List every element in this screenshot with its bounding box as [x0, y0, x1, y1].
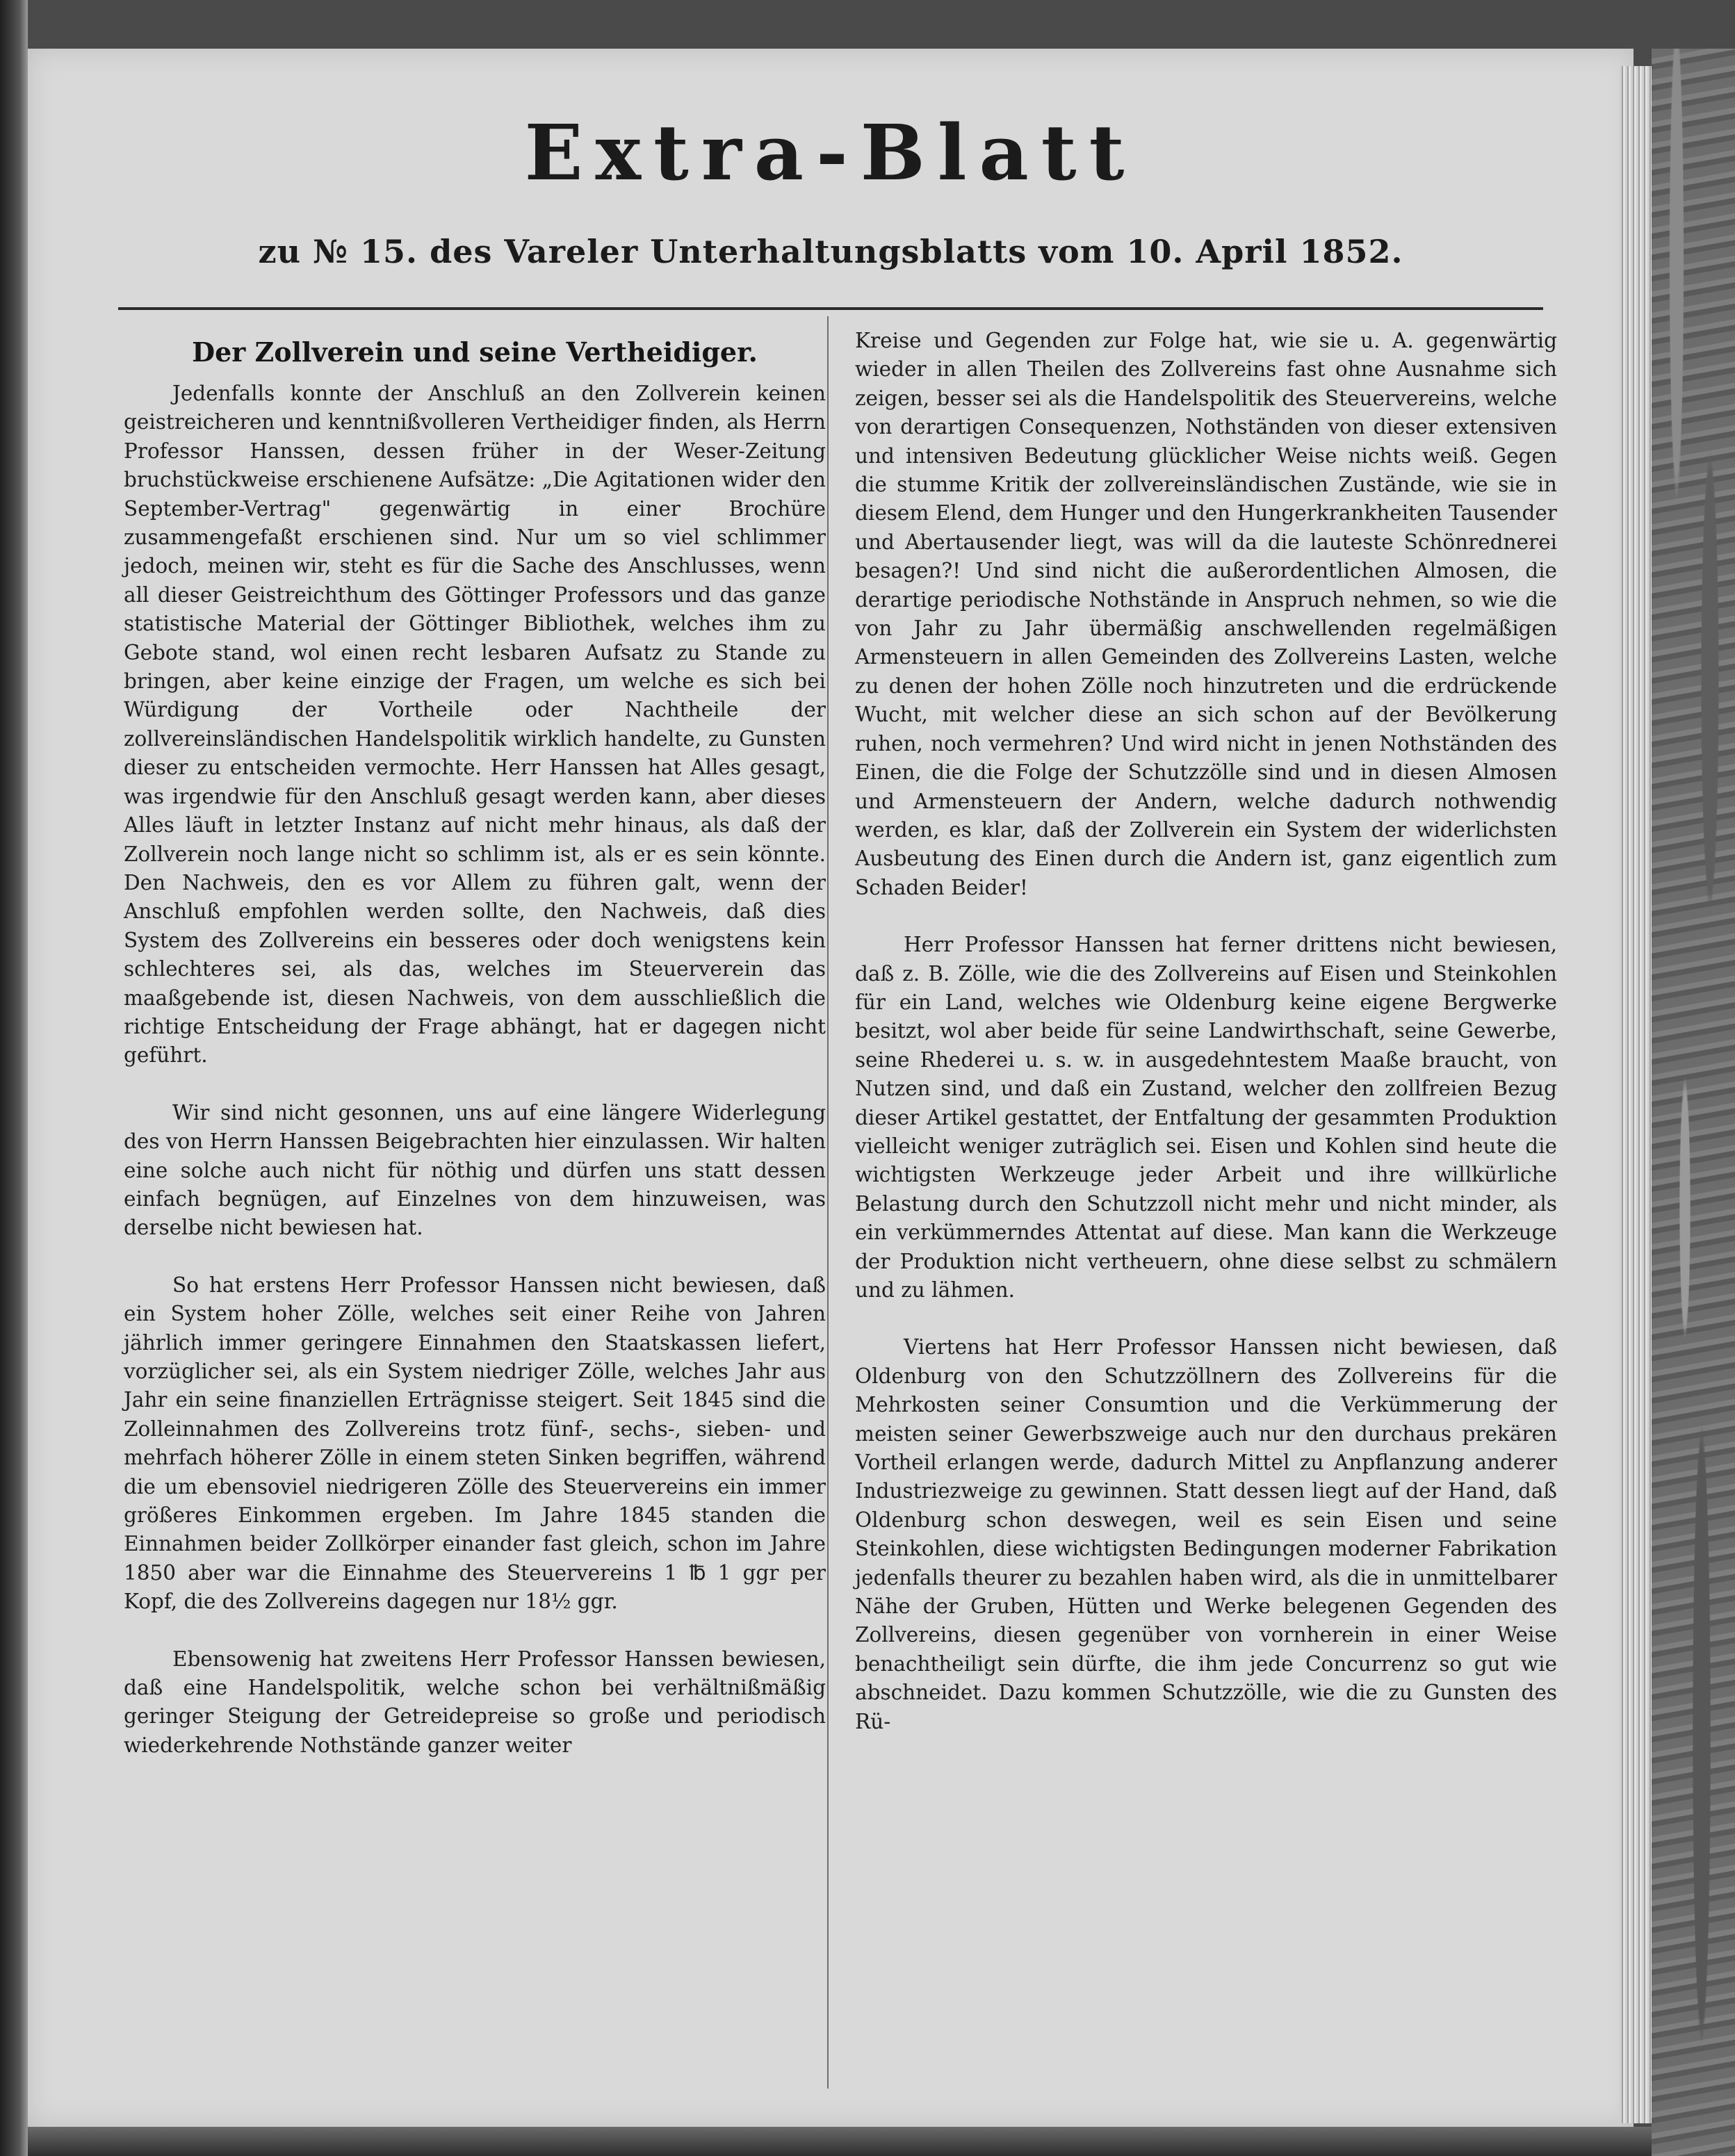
newspaper-page [28, 49, 1634, 2127]
paragraph: Jedenfalls konnte der Anschluß an den Zollverein keinen geistreicheren und kenntnißvolleren Vertheidiger finden, als Herrn Professor Hanssen, dessen früher in der Weser-Zeitung bruchstückweise erschienene Aufsätze: „Die Agitationen wider den September-Vertrag" gegenwärtig in einer Brochüre zusammengefaßt erschienen sind. Nur um so viel schlimmer jedoch, meinen wir, steht es für die Sache des Anschlusses, wenn all dieser Geistreichthum des Göttinger Professors und das ganze statistische Material der Göttinger Bibliothek, welches ihm zu Gebote stand, wol einen recht lesbaren Aufsatz zu Stande zu bringen, aber keine einzige der Fragen, um welche es sich bei Würdigung der Vortheile oder Nachtheile der zollvereinsländischen Handelspolitik wirklich handelte, zu Gunsten dieser zu entscheiden vermochte. Herr Hanssen hat Alles gesagt, was irgendwie für den Anschluß gesagt werden kann, aber dieses Alles läuft in letzter Instanz auf nicht mehr hinaus, als daß der Zollverein noch lange nicht so schlimm ist, als er es sein könnte. Den Nachweis, den es vor Allem zu führen galt, wenn der Anschluß empfohlen werden sollte, den Nachweis, daß dies System des Zollvereins ein besseres oder doch wenigstens kein schlechteres sei, als das, welches im Steuerverein das maaßgebende ist, diesen Nachweis, von dem ausschließlich die richtige Entscheidung der Frage abhängt, hat er dagegen nicht geführt. [124, 382, 826, 1068]
column-divider [827, 316, 829, 2089]
paragraph: Kreise und Gegenden zur Folge hat, wie sie u. A. gegenwärtig wieder in allen Theilen des Zollvereins fast ohne Ausnahme sich zeigen, besser sei als die Handelspolitik des Steuervereins, welche von derartigen Consequenzen, Nothständen von dieser extensiven und intensiven Bedeutung glücklicher Weise nichts weiß. Gegen die stumme Kritik der zollvereinsländischen Zustände, wie sie in diesem Elend, dem Hunger und den Hungerkrankheiten Tausender und Abertausender liegt, was will da die lauteste Schönrednerei besagen?! Und sind nicht die außerordentlichen Almosen, die derartige periodische Nothstände in Anspruch nehmen, so wie die von Jahr zu Jahr übermäßig anschwellenden regelmäßigen Armensteuern in allen Gemeinden des Zollvereins Lasten, welche zu denen der hohen Zölle noch hinzutreten und die erdrückende Wucht, mit welcher diese an sich schon auf der Bevölkerung ruhen, noch vermehren? Und wird nicht in jenen Nothständen des Einen, die die Folge der Schutzzölle sind und in diesen Almosen und Armensteuern der Andern, welche dadurch nothwendig werden, es klar, daß der Zollverein ein System der widerlichsten Ausbeutung des Einen durch die Andern ist, ganz eigentlich zum Schaden Beider! [855, 329, 1557, 899]
header-rule [118, 307, 1543, 310]
left-column [124, 327, 826, 1760]
paragraph: Viertens hat Herr Professor Hanssen nicht bewiesen, daß Oldenburg von den Schutzzöllnern des Zollvereins für die Mehrkosten seiner Consumtion und die Verkümmerung der meisten seiner Gewerbszweige auch nur den durchaus prekären Vortheil erlangen werde, dadurch Mittel zu Anpflanzung anderer Industriezweige zu gewinnen. Statt dessen liegt auf der Hand, daß Oldenburg schon deswegen, weil es sein Eisen und seine Steinkohlen, diese wichtigsten Bedingungen moderner Fabrikation jedenfalls theurer zu bezahlen haben wird, als die in unmittelbarer Nähe der Gruben, Hütten und Werke belegenen Gegenden des Zollvereins, diesen gegenüber von vornherein in einer Weise benachtheiligt sein dürfte, die ihm jede Concurrenz so gut wie abschneidet. Dazu kommen Schutzzölle, wie die zu Gunsten des Rü- [855, 1335, 1557, 1733]
book-spine-edge [0, 0, 28, 2156]
article-title: Der Zollverein und seine Vertheidiger. [192, 336, 758, 368]
right-column [855, 327, 1557, 1736]
bottom-shadow [28, 2127, 1652, 2156]
masthead-subtitle: zu № 15. des Vareler Unterhaltungsblatts vom 10. April 1852. [258, 233, 1403, 270]
paragraph: Herr Professor Hanssen hat ferner drittens nicht bewiesen, daß z. B. Zölle, wie die des Zollvereins auf Eisen und Steinkohlen für ein Land, welches wie Oldenburg keine eigene Bergwerke besitzt, wol aber beide für seine Landwirthschaft, seine Gewerbe, seine Rhederei u. s. w. in ausgedehntestem Maaße braucht, von Nutzen sind, und daß ein Zustand, welcher den zollfreien Bezug dieser Artikel gestattet, der Entfaltung der gesammten Produktion vielleicht weniger zuträglich sei. Eisen und Kohlen sind heute die wichtigsten Werkzeuge jeder Arbeit und ihre willkürliche Belastung durch den Schutzzoll nicht mehr und nicht minder, als ein verkümmerndes Attentat auf diese. Man kann die Werkzeuge der Produktion nicht vertheuern, ohne diese selbst zu schmälern und zu lähmen. [855, 933, 1557, 1302]
page-edges [1620, 66, 1652, 2123]
paragraph: So hat erstens Herr Professor Hanssen nicht bewiesen, daß ein System hoher Zölle, welches seit einer Reihe von Jahren jährlich immer geringere Einnahmen den Staatskassen liefert, vorzüglicher sei, als ein System niedriger Zölle, welches Jahr aus Jahr ein seine finanziellen Erträgnisse steigert. Seit 1845 sind die Zolleinnahmen des Zollvereins trotz fünf-, sechs-, sieben- und mehrfach höherer Zölle in einem steten Sinken begriffen, während die um ebensoviel niedrigeren Zölle des Steuervereins ein immer größeres Einkommen ergeben. Im Jahre 1845 standen die Einnahmen beider Zollkörper einander fast gleich, schon im Jahre 1850 aber war die Einnahme des Steuervereins 1 ℔ 1 ggr per Kopf, die des Zollvereins dagegen nur 18½ ggr. [124, 1273, 826, 1614]
marbled-binding [1652, 49, 1735, 2156]
masthead-title: Extra-Blatt [524, 108, 1137, 197]
paragraph: Wir sind nicht gesonnen, uns auf eine längere Widerlegung des von Herrn Hanssen Beigebrachten hier einzulassen. Wir halten eine solche auch nicht für nöthig und dürfen uns statt dessen einfach begnügen, auf Einzelnes von dem hinzuweisen, was derselbe nicht bewiesen hat. [124, 1100, 826, 1240]
paragraph: Ebensowenig hat zweitens Herr Professor Hanssen bewiesen, daß eine Handelspolitik, welche schon bei verhältnißmäßig geringer Steigung der Getreidepreise so große und periodisch wiederkehrende Nothstände ganzer weiter [124, 1647, 826, 1757]
